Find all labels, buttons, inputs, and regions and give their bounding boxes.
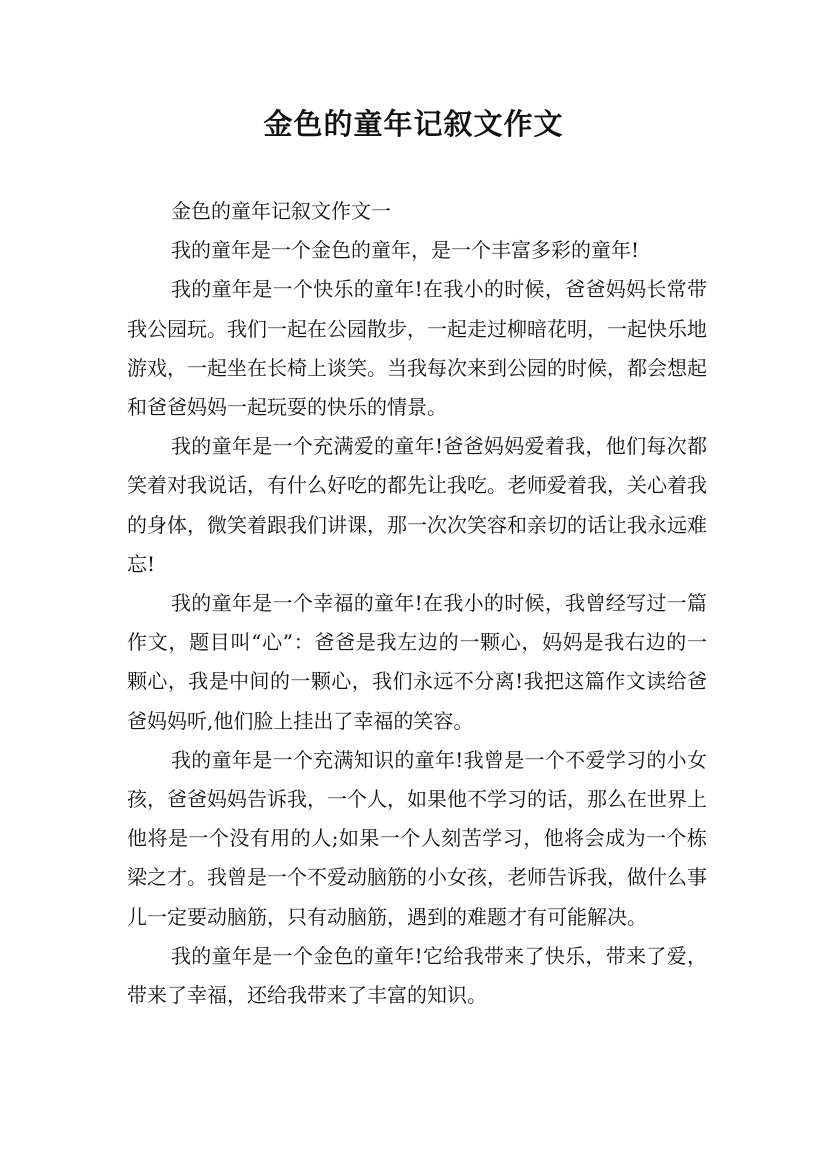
document-body [127,192,707,1015]
document-title: 金色的童年记叙文作文 [263,107,564,141]
paragraph: 我的童年是一个充满知识的童年!我曾是一个不爱学习的小女孩，爸爸妈妈告诉我，一个人，如果他不学习的话，那么在世界上他将是一个没有用的人;如果一个人刻苦学习，他将会成为一个栋梁之才。我曾是一个不爱动脑筋的小女孩，老师告诉我，做什么事儿一定要动脑筋，只有动脑筋，遇到的难题才有可能解决。 [127,747,707,929]
paragraph: 我的童年是一个充满爱的童年!爸爸妈妈爱着我，他们每次都笑着对我说话，有什么好吃的都先让我吃。老师爱着我，关心着我的身体，微笑着跟我们讲课，那一次次笑容和亲切的话让我永远难忘! [127,434,707,576]
paragraph-subtitle: 金色的童年记叙文作文一 [171,199,391,223]
paragraph: 我的童年是一个快乐的童年!在我小的时候，爸爸妈妈长常带我公园玩。我们一起在公园散步，一起走过柳暗花明，一起快乐地游戏，一起坐在长椅上谈笑。当我每次来到公园的时候，都会想起和爸爸妈妈一起玩耍的快乐的情景。 [127,277,707,420]
paragraph: 我的童年是一个金色的童年!它给我带来了快乐，带来了爱，带来了幸福，还给我带来了丰富的知识。 [127,943,707,1008]
paragraph: 我的童年是一个金色的童年，是一个丰富多彩的童年! [171,238,640,263]
paragraph: 我的童年是一个幸福的童年!在我小的时候，我曾经写过一篇作文，题目叫“心”：爸爸是我左边的一颗心，妈妈是我右边的一颗心，我是中间的一颗心，我们永远不分离!我把这篇作文读给爸爸妈妈听,他们脸上挂出了幸福的笑容。 [127,591,707,733]
